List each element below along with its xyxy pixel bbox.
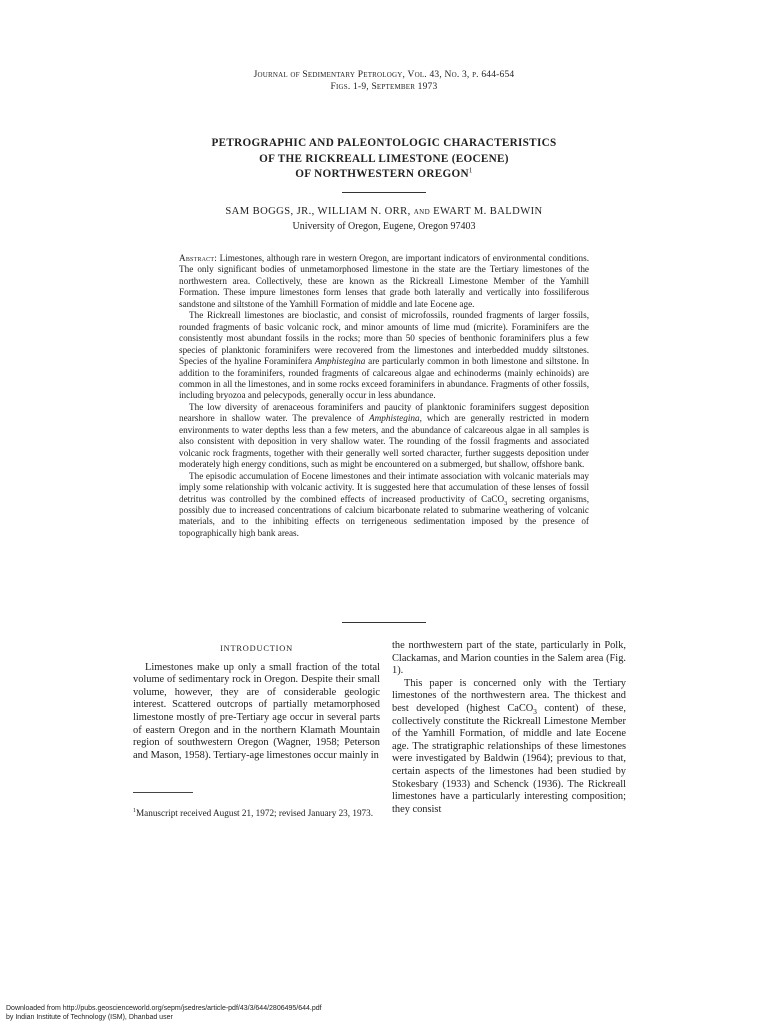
download-user-line: by Indian Institute of Technology (ISM), Dhanbad user	[6, 1014, 173, 1021]
affiliation: University of Oregon, Eugene, Oregon 97403	[292, 221, 476, 232]
abstract-divider	[342, 622, 426, 623]
right-paragraph-1: the northwestern part of the state, particularly in Polk, Clackamas, and Marion counties in the Salem area (Fig. 1).	[392, 640, 626, 677]
abstract-paragraph-4	[179, 471, 589, 540]
abstract-paragraph-1	[179, 253, 589, 310]
abstract-p2-text-a: The Rickreall limestones are bioclastic, and consist of microfossils, rounded fragments of larger fossils, rounded fragments of basic volcanic rock, and minor amounts of lime mud (micrite). Foraminifers are the consistently most abundant fossils in the rocks; more than 50 species of benthonic foraminifers plus a few species of planktonic foraminifers were recovered from the limestones and interbedded muddy siltstones. Species of the hyaline Foraminifera	[179, 310, 589, 367]
abstract-p4-text-b: secreting organisms, possibly due to increased concentrations of calcium bicarbonate related to submarine weathering of volcanic materials, and to the inhibiting effects on terrigeneous sedimentation imposed by the presence of topographically high bank areas.	[179, 493, 590, 538]
abstract-p4-text-a: The episodic accumulation of Eocene limestones and their intimate association with volcanic materials may imply some relationship with volcanic activity. It is suggested here that accumulation of these lenses of fossil detritus was controlled by the combined effects of increased productivity of CaCO	[179, 470, 589, 504]
author-names-b: EWART M. BALDWIN	[433, 206, 543, 217]
right-p2-text-a: This paper is concerned only with the Tertiary limestones of the northwestern area. The thickest and best developed (highest CaCO	[392, 677, 626, 714]
journal-citation: Journal of Sedimentary Petrology, Vol. 43, No. 3, p. 644-654	[253, 70, 515, 80]
abstract-p1-text: Limestones, although rare in western Oregon, are important indicators of environmental conditions. The only significant bodies of unmetamorphosed limestone in the state are the Tertiary limestones of the northwestern area. Collectively, these are known as the Rickreall Limestone Member of the Yamhill Formation. These impure limestones form lenses that grade both laterally and vertically into fossiliferous sandstone and siltstone of the Yamhill Formation of middle and late Eocene age.	[179, 253, 589, 309]
left-column	[133, 640, 380, 762]
footnote	[133, 808, 380, 819]
title-line-3: OF NORTHWESTERN OREGON	[295, 168, 469, 180]
abstract-p4-subscript: 3	[504, 499, 508, 507]
title-line-2: OF THE RICKREALL LIMESTONE (EOCENE)	[259, 152, 509, 165]
abstract-p3-text-a: The low diversity of arenaceous foraminifers and paucity of planktonic foraminifers suggest deposition nearshore in shallow water. The prevalence of	[179, 401, 589, 424]
article-title	[80, 136, 688, 183]
title-line-3-wrapper	[80, 167, 688, 183]
title-footnote-mark: 1	[468, 166, 473, 175]
right-p2-text-b: content) of these, collectively constitute the Rickreall Limestone Member of the Yamhill Formation, of middle and late Eocene age. The stratigraphic relationships of these limestones were investigated by Baldwin (1964); previous to that, certain aspects of the limestones had been studied by Stokesbary (1933) and Schenck (1936). The Rickreall limestones have a particularly interesting composition; they consist	[392, 702, 626, 815]
abstract-p3-text-b: which are generally restricted in modern environments to water depths less than a few meters, and the abundance of calcareous algae in all samples is also consistent with deposition in very shallow water. The rounding of the fossil fragments and associated volcanic rock fragments, together with their generally well sorted character, further suggests deposition under moderately high energy conditions, such as might be encountered on a submerged, but shallow, offshore bank.	[179, 413, 589, 470]
footnote-text: Manuscript received August 21, 1972; revised January 23, 1973.	[136, 808, 374, 818]
author-and: and	[413, 206, 431, 217]
abstract-paragraph-2	[179, 310, 589, 402]
right-p2-subscript: 3	[533, 708, 537, 717]
right-paragraph-2	[392, 678, 626, 817]
right-column	[392, 640, 626, 816]
abstract	[179, 253, 589, 539]
abstract-p2-genus: Amphistegina	[314, 356, 366, 367]
title-divider	[342, 192, 426, 193]
figures-date-line: Figs. 1-9, September 1973	[330, 81, 438, 92]
introduction-paragraph-1: Limestones make up only a small fraction of the total volume of sedimentary rock in Oregon. Despite their small volume, however, they are of considerable geologic interest. Scattered outcrops of partially metamorphosed limestone mostly of pre-Tertiary age occur in several parts of eastern Oregon and in the northern Klamath Mountain region of southwestern Oregon (Wagner, 1958; Peterson and Mason, 1958). Tertiary-age limestones occur mainly in	[133, 661, 380, 761]
footnote-divider	[133, 792, 193, 793]
introduction-heading: INTRODUCTION	[220, 644, 293, 653]
footnote-mark: 1	[133, 807, 136, 814]
abstract-p3-genus: Amphistegina,	[369, 413, 422, 424]
running-head	[0, 70, 768, 93]
download-note	[6, 1004, 322, 1022]
author-names-a: SAM BOGGS, JR., WILLIAM N. ORR,	[225, 206, 411, 217]
abstract-p2-text-b: are particularly common in both limestone and siltstone. In addition to the foraminifers, rounded fragments of calcareous algae and echinoderms (mainly echinoids) are common in all the limestones, and in some rocks exceed foraminifers in abundance. Fragments of other fossils, including bryozoa and pelecypods, generally occur in less abundance.	[179, 356, 590, 401]
author-list	[0, 206, 768, 218]
download-url-line: Downloaded from http://pubs.geoscienceworld.org/sepm/jsedres/article-pdf/43/3/644/2806495/644.pdf	[6, 1005, 322, 1012]
title-line-1: PETROGRAPHIC AND PALEONTOLOGIC CHARACTERISTICS	[211, 137, 557, 149]
abstract-paragraph-3	[179, 402, 589, 471]
abstract-label: Abstract:	[179, 253, 217, 263]
